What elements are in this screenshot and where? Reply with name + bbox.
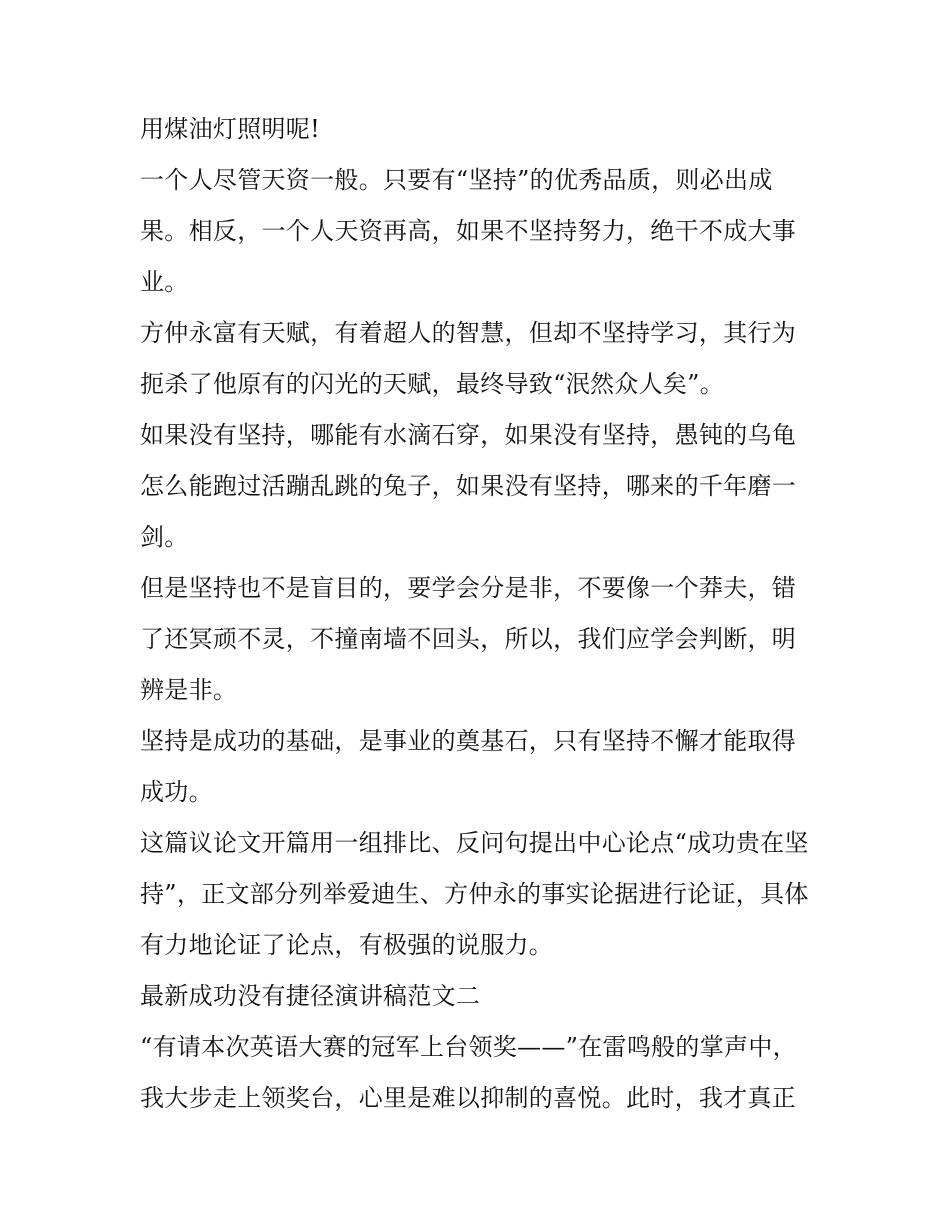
paragraph: 如果没有坚持，哪能有水滴石穿，如果没有坚持，愚钝的乌龟怎么能跑过活蹦乱跳的兔子，如果没有坚持，哪来的千年磨一剑。 [140,421,797,551]
paragraph: 但是坚持也不是盲目的，要学会分是非，不要像一个莽夫，错了还冥顽不灵，不撞南墙不回头，所以，我们应学会判断，明辨是非。 [140,574,797,704]
paragraph: 用煤油灯照明呢! [140,115,321,143]
document-body [140,104,816,1124]
paragraph: 坚持是成功的基础，是事业的奠基石，只有坚持不懈才能取得成功。 [140,727,797,806]
paragraph: “有请本次英语大赛的冠军上台领奖——”在雷鸣般的掌声中，我大步走上领奖台，心里是难以抑制的喜悦。此时，我才真正 [140,1033,797,1112]
paragraph: 方仲永富有天赋，有着超人的智慧，但却不坚持学习，其行为扼杀了他原有的闪光的天赋，最终导致“泯然众人矣”。 [140,319,797,398]
section-heading: 最新成功没有捷径演讲稿范文二 [140,982,481,1010]
paragraph: 一个人尽管天资一般。只要有“坚持”的优秀品质，则必出成果。相反，一个人天资再高，如果不坚持努力，绝干不成大事业。 [140,166,797,296]
paragraph: 这篇议论文开篇用一组排比、反问句提出中心论点“成功贵在坚持”，正文部分列举爱迪生、方仲永的事实论据进行论证，具体有力地论证了论点，有极强的说服力。 [140,829,809,959]
